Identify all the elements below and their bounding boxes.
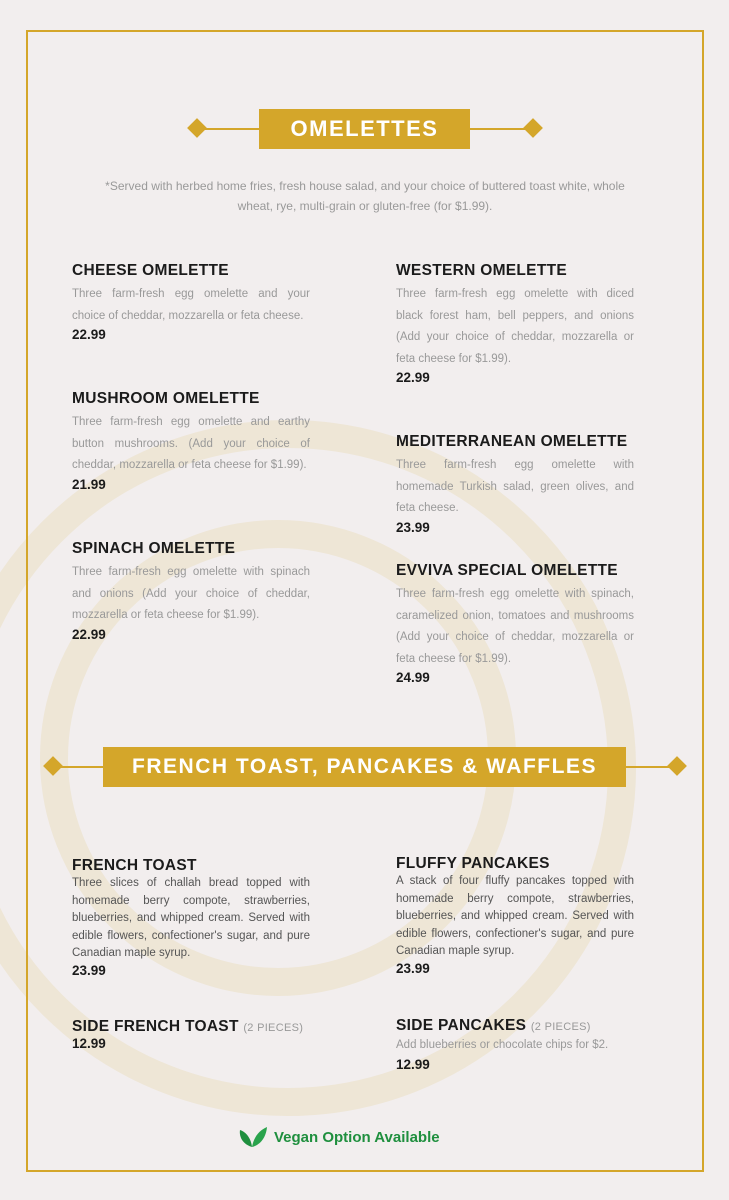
menu-item bbox=[72, 262, 310, 342]
item-name: MEDITERRANEAN OMELETTE bbox=[396, 433, 628, 450]
item-desc: Three farm-fresh egg omelette with homemade Turkish salad, green olives, and feta cheese. bbox=[396, 459, 634, 514]
item-name: WESTERN OMELETTE bbox=[396, 262, 567, 279]
ornament-left-icon bbox=[46, 766, 104, 768]
item-qty: (2 PIECES) bbox=[243, 1022, 304, 1034]
item-name: MUSHROOM OMELETTE bbox=[72, 390, 260, 407]
ornament-left-icon bbox=[190, 128, 260, 130]
menu-item bbox=[396, 262, 634, 385]
item-name: SIDE PANCAKES bbox=[396, 1017, 527, 1034]
item-desc: A stack of four fluffy pancakes topped with homemade berry compote, strawberries, blueberries, and whipped cream. Served with edible flowers, confectioner's sugar, and pure Canadian maple syrup. bbox=[396, 875, 634, 957]
item-name: FLUFFY PANCAKES bbox=[396, 855, 550, 872]
item-name: EVVIVA SPECIAL OMELETTE bbox=[396, 562, 618, 579]
menu-item bbox=[396, 562, 634, 685]
item-name: SPINACH OMELETTE bbox=[72, 540, 236, 557]
section-title-omelettes: OMELETTES bbox=[259, 109, 470, 149]
item-desc: Three farm-fresh egg omelette and your choice of cheddar, mozzarella or feta cheese. bbox=[72, 288, 310, 322]
vegan-label: Vegan Option Available bbox=[274, 1128, 440, 1146]
menu-item bbox=[396, 855, 634, 976]
item-name: FRENCH TOAST bbox=[72, 857, 197, 874]
item-qty: (2 PIECES) bbox=[530, 1021, 591, 1033]
vegan-legend bbox=[238, 1126, 440, 1148]
item-desc: Three farm-fresh egg omelette and earthy button mushrooms. (Add your choice of cheddar, mozzarella or feta cheese for $1.99). bbox=[72, 416, 310, 471]
leaf-icon bbox=[238, 1126, 268, 1148]
menu-item bbox=[72, 390, 310, 492]
menu-item bbox=[72, 1018, 310, 1051]
item-price: 23.99 bbox=[396, 519, 430, 535]
item-price: 22.99 bbox=[396, 370, 430, 385]
item-price: 12.99 bbox=[72, 1036, 106, 1051]
item-price: 23.99 bbox=[396, 960, 430, 976]
menu-item bbox=[72, 540, 310, 642]
item-name: SIDE FRENCH TOAST bbox=[72, 1018, 239, 1035]
item-price: 12.99 bbox=[396, 1056, 430, 1072]
ornament-right-icon bbox=[626, 766, 684, 768]
served-with-note: *Served with herbed home fries, fresh house salad, and your choice of buttered toast white, whole wheat, rye, multi-grain or gluten-free (for $1.99). bbox=[105, 179, 625, 213]
menu-item bbox=[72, 857, 310, 978]
item-desc: Three farm-fresh egg omelette with spinach, caramelized onion, tomatoes and mushrooms (Add your choice of cheddar, mozzarella or feta cheese for $1.99). bbox=[396, 588, 634, 665]
item-price: 22.99 bbox=[72, 626, 106, 642]
menu-item bbox=[396, 433, 634, 535]
item-desc: Three farm-fresh egg omelette with diced black forest ham, bell peppers, and onions (Add your choice of cheddar, mozzarella or feta cheese for $1.99). bbox=[396, 288, 634, 365]
item-price: 24.99 bbox=[396, 670, 430, 685]
item-price: 21.99 bbox=[72, 476, 106, 492]
item-desc: Three farm-fresh egg omelette with spinach and onions (Add your choice of cheddar, mozzarella or feta cheese for $1.99). bbox=[72, 566, 310, 621]
menu-item bbox=[396, 1017, 634, 1072]
item-desc: Three slices of challah bread topped with homemade berry compote, strawberries, blueberries, and whipped cream. Served with edible flowers, confectioner's sugar, and pure Canadian maple syrup. bbox=[72, 877, 310, 959]
item-desc: Add blueberries or chocolate chips for $2. bbox=[396, 1039, 609, 1051]
item-name: CHEESE OMELETTE bbox=[72, 262, 229, 279]
ornament-right-icon bbox=[470, 128, 540, 130]
item-price: 23.99 bbox=[72, 962, 106, 978]
section-title-french-toast: FRENCH TOAST, PANCAKES & WAFFLES bbox=[103, 747, 626, 787]
item-price: 22.99 bbox=[72, 327, 106, 342]
